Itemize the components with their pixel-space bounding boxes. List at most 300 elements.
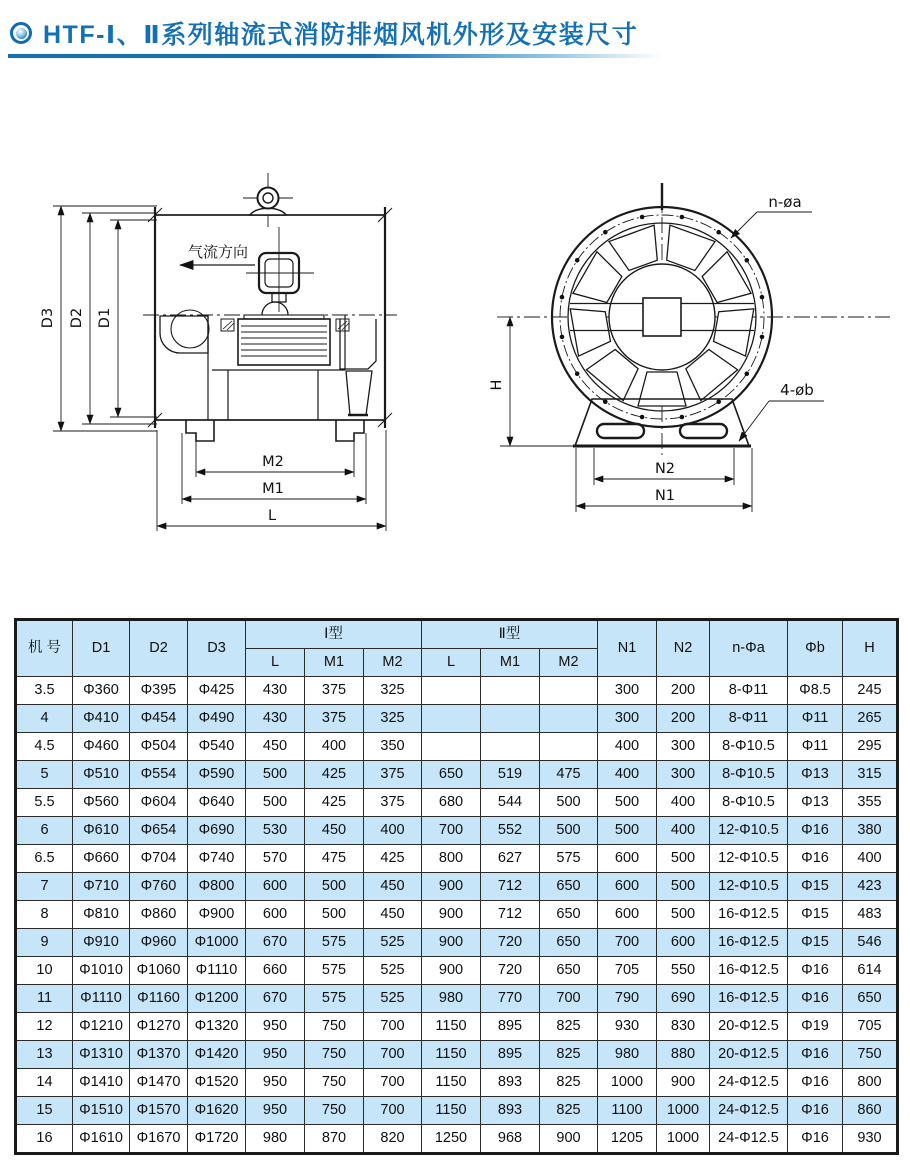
table-cell: 900 (422, 929, 481, 957)
table-cell: Φ16 (788, 817, 843, 845)
col-header-d2: D2 (130, 620, 188, 677)
table-row (16, 873, 898, 901)
table-cell: Φ510 (73, 761, 130, 789)
table-cell: 650 (540, 873, 598, 901)
col-header-type1-m1: M1 (305, 649, 364, 677)
table-row (16, 789, 898, 817)
dim-label-n1: N1 (654, 488, 676, 504)
table-cell: Φ16 (788, 845, 843, 873)
col-header-type1-l: L (246, 649, 305, 677)
table-cell: Φ604 (130, 789, 188, 817)
dim-label-m1: M1 (262, 481, 284, 497)
table-cell: 614 (843, 957, 898, 985)
table-cell: 24-Φ12.5 (710, 1125, 788, 1154)
table-cell: 300 (657, 761, 710, 789)
table-cell: 315 (843, 761, 898, 789)
table-cell: Φ1410 (73, 1069, 130, 1097)
table-cell: 450 (364, 901, 422, 929)
table-cell: Φ15 (788, 929, 843, 957)
col-header-type2-m2: M2 (540, 649, 598, 677)
table-cell: 800 (422, 845, 481, 873)
table-cell: Φ16 (788, 957, 843, 985)
table-cell: 1250 (422, 1125, 481, 1154)
table-cell: Φ1520 (188, 1069, 246, 1097)
col-header-d1: D1 (73, 620, 130, 677)
col-header-n1: N1 (598, 620, 657, 677)
table-cell: 8-Φ10.5 (710, 761, 788, 789)
table-cell: 13 (16, 1041, 73, 1069)
table-cell: 12 (16, 1013, 73, 1041)
table-cell: 600 (246, 873, 305, 901)
table-cell: 500 (598, 817, 657, 845)
table-cell: 750 (305, 1069, 364, 1097)
table-cell: 16-Φ12.5 (710, 901, 788, 929)
table-cell: 700 (364, 1097, 422, 1125)
table-cell: Φ1320 (188, 1013, 246, 1041)
table-cell: 980 (422, 985, 481, 1013)
table-cell: 1000 (598, 1069, 657, 1097)
col-group-type2: Ⅱ型 (422, 620, 598, 649)
side-view-drawing (40, 173, 397, 531)
table-row (16, 1125, 898, 1154)
table-cell: 400 (598, 761, 657, 789)
table-cell: 650 (540, 957, 598, 985)
table-cell: 550 (657, 957, 710, 985)
table-cell: 750 (843, 1041, 898, 1069)
table-row (16, 845, 898, 873)
table-cell: Φ1160 (130, 985, 188, 1013)
table-cell: 900 (657, 1069, 710, 1097)
airflow-label: 气流方向 (187, 243, 249, 261)
table-cell: 650 (843, 985, 898, 1013)
table-cell: Φ13 (788, 761, 843, 789)
table-cell: 705 (598, 957, 657, 985)
table-cell: 12-Φ10.5 (710, 873, 788, 901)
table-cell (422, 705, 481, 733)
table-cell: 300 (657, 733, 710, 761)
table-cell: 4.5 (16, 733, 73, 761)
table-cell: 425 (305, 761, 364, 789)
table-cell: 720 (481, 957, 540, 985)
col-header-type2-l: L (422, 649, 481, 677)
table-cell: 825 (540, 1097, 598, 1125)
table-cell: 8 (16, 901, 73, 929)
table-cell: 700 (364, 1041, 422, 1069)
table-cell: Φ1310 (73, 1041, 130, 1069)
dim-label-m2: M2 (262, 454, 284, 470)
table-cell: 790 (598, 985, 657, 1013)
table-cell: 16-Φ12.5 (710, 929, 788, 957)
table-cell: Φ454 (130, 705, 188, 733)
table-cell: 24-Φ12.5 (710, 1069, 788, 1097)
table-cell: Φ15 (788, 873, 843, 901)
table-cell: 525 (364, 957, 422, 985)
table-cell: 544 (481, 789, 540, 817)
table-cell: 825 (540, 1013, 598, 1041)
table-cell: Φ810 (73, 901, 130, 929)
col-header-phi-b: Φb (788, 620, 843, 677)
table-cell: 10 (16, 957, 73, 985)
table-cell: 1205 (598, 1125, 657, 1154)
table-cell: Φ360 (73, 677, 130, 705)
table-cell: 3.5 (16, 677, 73, 705)
table-cell: 750 (305, 1097, 364, 1125)
table-cell: 425 (364, 845, 422, 873)
table-row (16, 1097, 898, 1125)
table-cell: 430 (246, 677, 305, 705)
col-header-h: H (843, 620, 898, 677)
table-cell: 200 (657, 677, 710, 705)
table-row (16, 677, 898, 705)
table-cell: 705 (843, 1013, 898, 1041)
table-cell: 450 (305, 817, 364, 845)
table-cell: Φ19 (788, 1013, 843, 1041)
table-cell (481, 733, 540, 761)
table-cell: 525 (364, 985, 422, 1013)
table-cell: 627 (481, 845, 540, 873)
table-cell: 680 (422, 789, 481, 817)
table-row (16, 1041, 898, 1069)
table-cell: 325 (364, 677, 422, 705)
table-cell: Φ900 (188, 901, 246, 929)
table-cell: 750 (305, 1041, 364, 1069)
table-cell: 12-Φ10.5 (710, 817, 788, 845)
table-cell: Φ560 (73, 789, 130, 817)
table-cell: 700 (598, 929, 657, 957)
table-cell: 893 (481, 1069, 540, 1097)
table-cell: 700 (364, 1069, 422, 1097)
table-cell: 712 (481, 901, 540, 929)
lifting-eye (243, 173, 293, 227)
dim-label-h: H (489, 379, 505, 391)
table-cell: Φ16 (788, 985, 843, 1013)
table-cell: Φ760 (130, 873, 188, 901)
table-cell: 325 (364, 705, 422, 733)
table-cell (540, 733, 598, 761)
table-cell: 6 (16, 817, 73, 845)
table-cell: Φ15 (788, 901, 843, 929)
table-cell: Φ1570 (130, 1097, 188, 1125)
table-cell: 475 (540, 761, 598, 789)
right-foot (336, 420, 364, 441)
table-row (16, 957, 898, 985)
table-cell: Φ490 (188, 705, 246, 733)
table-cell: 880 (657, 1041, 710, 1069)
table-cell: Φ540 (188, 733, 246, 761)
table-cell: Φ1510 (73, 1097, 130, 1125)
col-header-d3: D3 (188, 620, 246, 677)
table-cell: 24-Φ12.5 (710, 1097, 788, 1125)
dim-label-l: L (267, 508, 277, 524)
table-cell: 575 (305, 957, 364, 985)
table-cell: 355 (843, 789, 898, 817)
motor-assembly (160, 310, 376, 420)
table-cell: 15 (16, 1097, 73, 1125)
table-cell: 375 (305, 705, 364, 733)
table-cell: 575 (540, 845, 598, 873)
table-cell: 570 (246, 845, 305, 873)
bolt-leader (731, 212, 812, 238)
table-cell: 700 (364, 1013, 422, 1041)
table-cell: Φ910 (73, 929, 130, 957)
col-header-type1-m2: M2 (364, 649, 422, 677)
table-cell: 1150 (422, 1069, 481, 1097)
table-cell: 530 (246, 817, 305, 845)
drawings-svg (0, 165, 910, 560)
table-cell: Φ590 (188, 761, 246, 789)
table-cell: 500 (305, 901, 364, 929)
table-cell: 895 (481, 1041, 540, 1069)
table-cell: 600 (657, 929, 710, 957)
table-cell: 200 (657, 705, 710, 733)
table-cell: 7 (16, 873, 73, 901)
table-cell: 893 (481, 1097, 540, 1125)
table-cell: Φ640 (188, 789, 246, 817)
title-bullet-icon (10, 22, 32, 44)
table-cell: Φ1110 (188, 957, 246, 985)
table-cell: Φ800 (188, 873, 246, 901)
table-cell: Φ11 (788, 705, 843, 733)
table-cell: 8-Φ10.5 (710, 733, 788, 761)
table-cell: 425 (305, 789, 364, 817)
page-title: HTF-Ⅰ、Ⅱ系列轴流式消防排烟风机外形及安装尺寸 (43, 21, 639, 49)
table-cell: Φ1210 (73, 1013, 130, 1041)
table-cell: Φ1720 (188, 1125, 246, 1154)
table-cell (540, 705, 598, 733)
table-cell: 1000 (657, 1097, 710, 1125)
table-cell: Φ660 (73, 845, 130, 873)
table-cell: 400 (598, 733, 657, 761)
table-cell: Φ410 (73, 705, 130, 733)
table-cell: Φ16 (788, 1097, 843, 1125)
table-cell: 5 (16, 761, 73, 789)
table-cell: 500 (598, 789, 657, 817)
table-cell: 575 (305, 985, 364, 1013)
title-underline (8, 54, 663, 58)
table-cell: Φ710 (73, 873, 130, 901)
foot-hole-leader (739, 401, 824, 441)
table-cell: 650 (422, 761, 481, 789)
table-cell: 500 (657, 845, 710, 873)
table-cell: 16 (16, 1125, 73, 1154)
table-cell: 1150 (422, 1041, 481, 1069)
table-row (16, 901, 898, 929)
table-cell: 375 (364, 789, 422, 817)
table-cell: 8-Φ11 (710, 705, 788, 733)
table-cell: 600 (598, 901, 657, 929)
installation-drawings (0, 165, 910, 560)
dimension-spec-table (14, 618, 899, 1155)
table-cell: 400 (843, 845, 898, 873)
table-cell: Φ610 (73, 817, 130, 845)
table-cell: 950 (246, 1069, 305, 1097)
table-cell: 300 (598, 677, 657, 705)
bolt-pattern-label: n-øa (768, 193, 802, 211)
table-cell: 900 (422, 957, 481, 985)
table-cell: 1100 (598, 1097, 657, 1125)
table-cell: 350 (364, 733, 422, 761)
table-cell: Φ11 (788, 733, 843, 761)
table-cell: 9 (16, 929, 73, 957)
col-header-n-phi-a: n-Φa (710, 620, 788, 677)
table-cell: 295 (843, 733, 898, 761)
table-cell: 519 (481, 761, 540, 789)
table-row (16, 1069, 898, 1097)
table-cell: 400 (657, 789, 710, 817)
table-cell: 430 (246, 705, 305, 733)
table-cell: 650 (540, 901, 598, 929)
table-cell: 950 (246, 1013, 305, 1041)
table-cell: 500 (657, 901, 710, 929)
table-cell: 750 (305, 1013, 364, 1041)
table-cell: 968 (481, 1125, 540, 1154)
table-cell: Φ1370 (130, 1041, 188, 1069)
table-cell: 500 (540, 789, 598, 817)
table-cell: 500 (657, 873, 710, 901)
table-cell: 6.5 (16, 845, 73, 873)
table-cell: 4 (16, 705, 73, 733)
table-cell: Φ16 (788, 1125, 843, 1154)
table-cell: 870 (305, 1125, 364, 1154)
table-cell: Φ13 (788, 789, 843, 817)
junction-box (246, 227, 314, 315)
table-cell: Φ1060 (130, 957, 188, 985)
table-cell: Φ1610 (73, 1125, 130, 1154)
table-cell: 16-Φ12.5 (710, 957, 788, 985)
table-row (16, 985, 898, 1013)
table-cell: 825 (540, 1041, 598, 1069)
table-cell: 900 (540, 1125, 598, 1154)
left-foot (186, 420, 214, 441)
table-cell: Φ860 (130, 901, 188, 929)
table-cell: 830 (657, 1013, 710, 1041)
table-cell: 375 (305, 677, 364, 705)
table-cell: 450 (246, 733, 305, 761)
table-cell: 930 (843, 1125, 898, 1154)
page-header (10, 15, 638, 51)
table-cell: 860 (843, 1097, 898, 1125)
table-cell: 660 (246, 957, 305, 985)
table-cell: Φ1010 (73, 957, 130, 985)
table-cell: 450 (364, 873, 422, 901)
table-cell: 700 (540, 985, 598, 1013)
table-cell: Φ1000 (188, 929, 246, 957)
dim-label-d1: D1 (97, 307, 113, 329)
table-cell: 5.5 (16, 789, 73, 817)
table-cell: Φ704 (130, 845, 188, 873)
table-row (16, 705, 898, 733)
table-cell: 900 (422, 873, 481, 901)
table-cell: 670 (246, 929, 305, 957)
table-cell: 950 (246, 1097, 305, 1125)
table-cell: 380 (843, 817, 898, 845)
table-cell: 20-Φ12.5 (710, 1013, 788, 1041)
table-row (16, 1013, 898, 1041)
table-cell: 400 (305, 733, 364, 761)
table-cell: 500 (246, 761, 305, 789)
table-cell: Φ1470 (130, 1069, 188, 1097)
table-cell (422, 733, 481, 761)
table-cell: 720 (481, 929, 540, 957)
table-cell: 800 (843, 1069, 898, 1097)
table-cell: 980 (246, 1125, 305, 1154)
table-cell: Φ1270 (130, 1013, 188, 1041)
dim-label-d3: D3 (40, 307, 56, 329)
col-header-model: 机 号 (16, 620, 73, 677)
table-cell: 980 (598, 1041, 657, 1069)
table-cell: 600 (598, 845, 657, 873)
table-cell: 575 (305, 929, 364, 957)
table-cell: 20-Φ12.5 (710, 1041, 788, 1069)
table-cell: 400 (364, 817, 422, 845)
table-cell: 8-Φ11 (710, 677, 788, 705)
table-cell: 525 (364, 929, 422, 957)
table-cell: 500 (246, 789, 305, 817)
table-cell: 900 (422, 901, 481, 929)
table-cell: 1150 (422, 1097, 481, 1125)
table-cell: Φ504 (130, 733, 188, 761)
table-cell: 552 (481, 817, 540, 845)
table-cell: 16-Φ12.5 (710, 985, 788, 1013)
table-cell: 12-Φ10.5 (710, 845, 788, 873)
table-cell: 600 (246, 901, 305, 929)
table-cell: Φ960 (130, 929, 188, 957)
table-cell (481, 705, 540, 733)
table-row (16, 733, 898, 761)
table-cell: 400 (657, 817, 710, 845)
table-cell: 690 (657, 985, 710, 1013)
table-cell: 650 (540, 929, 598, 957)
table-cell (540, 677, 598, 705)
col-header-n2: N2 (657, 620, 710, 677)
table-cell (422, 677, 481, 705)
table-cell: 700 (422, 817, 481, 845)
table-cell: Φ1620 (188, 1097, 246, 1125)
table-header (16, 620, 898, 677)
table-cell: Φ425 (188, 677, 246, 705)
table-cell: Φ1200 (188, 985, 246, 1013)
front-view-drawing (489, 183, 890, 512)
col-group-type1: Ⅰ型 (246, 620, 422, 649)
table-cell: Φ654 (130, 817, 188, 845)
table-row (16, 817, 898, 845)
table-cell: 8-Φ10.5 (710, 789, 788, 817)
table-cell: 375 (364, 761, 422, 789)
table-cell: 820 (364, 1125, 422, 1154)
col-header-type2-m1: M1 (481, 649, 540, 677)
table-cell: 670 (246, 985, 305, 1013)
table-cell: Φ554 (130, 761, 188, 789)
table-cell: 1000 (657, 1125, 710, 1154)
table-cell: 712 (481, 873, 540, 901)
table-cell: 1150 (422, 1013, 481, 1041)
spec-table-body (16, 677, 898, 1154)
table-cell: 475 (305, 845, 364, 873)
table-cell: 300 (598, 705, 657, 733)
table-cell: 14 (16, 1069, 73, 1097)
table-cell: Φ16 (788, 1041, 843, 1069)
table-row (16, 761, 898, 789)
table-cell: 950 (246, 1041, 305, 1069)
table-cell: 825 (540, 1069, 598, 1097)
table-cell: Φ740 (188, 845, 246, 873)
table-cell: 600 (598, 873, 657, 901)
table-cell: 11 (16, 985, 73, 1013)
table-cell: 245 (843, 677, 898, 705)
table-cell: 770 (481, 985, 540, 1013)
table-cell: Φ690 (188, 817, 246, 845)
table-cell: 265 (843, 705, 898, 733)
